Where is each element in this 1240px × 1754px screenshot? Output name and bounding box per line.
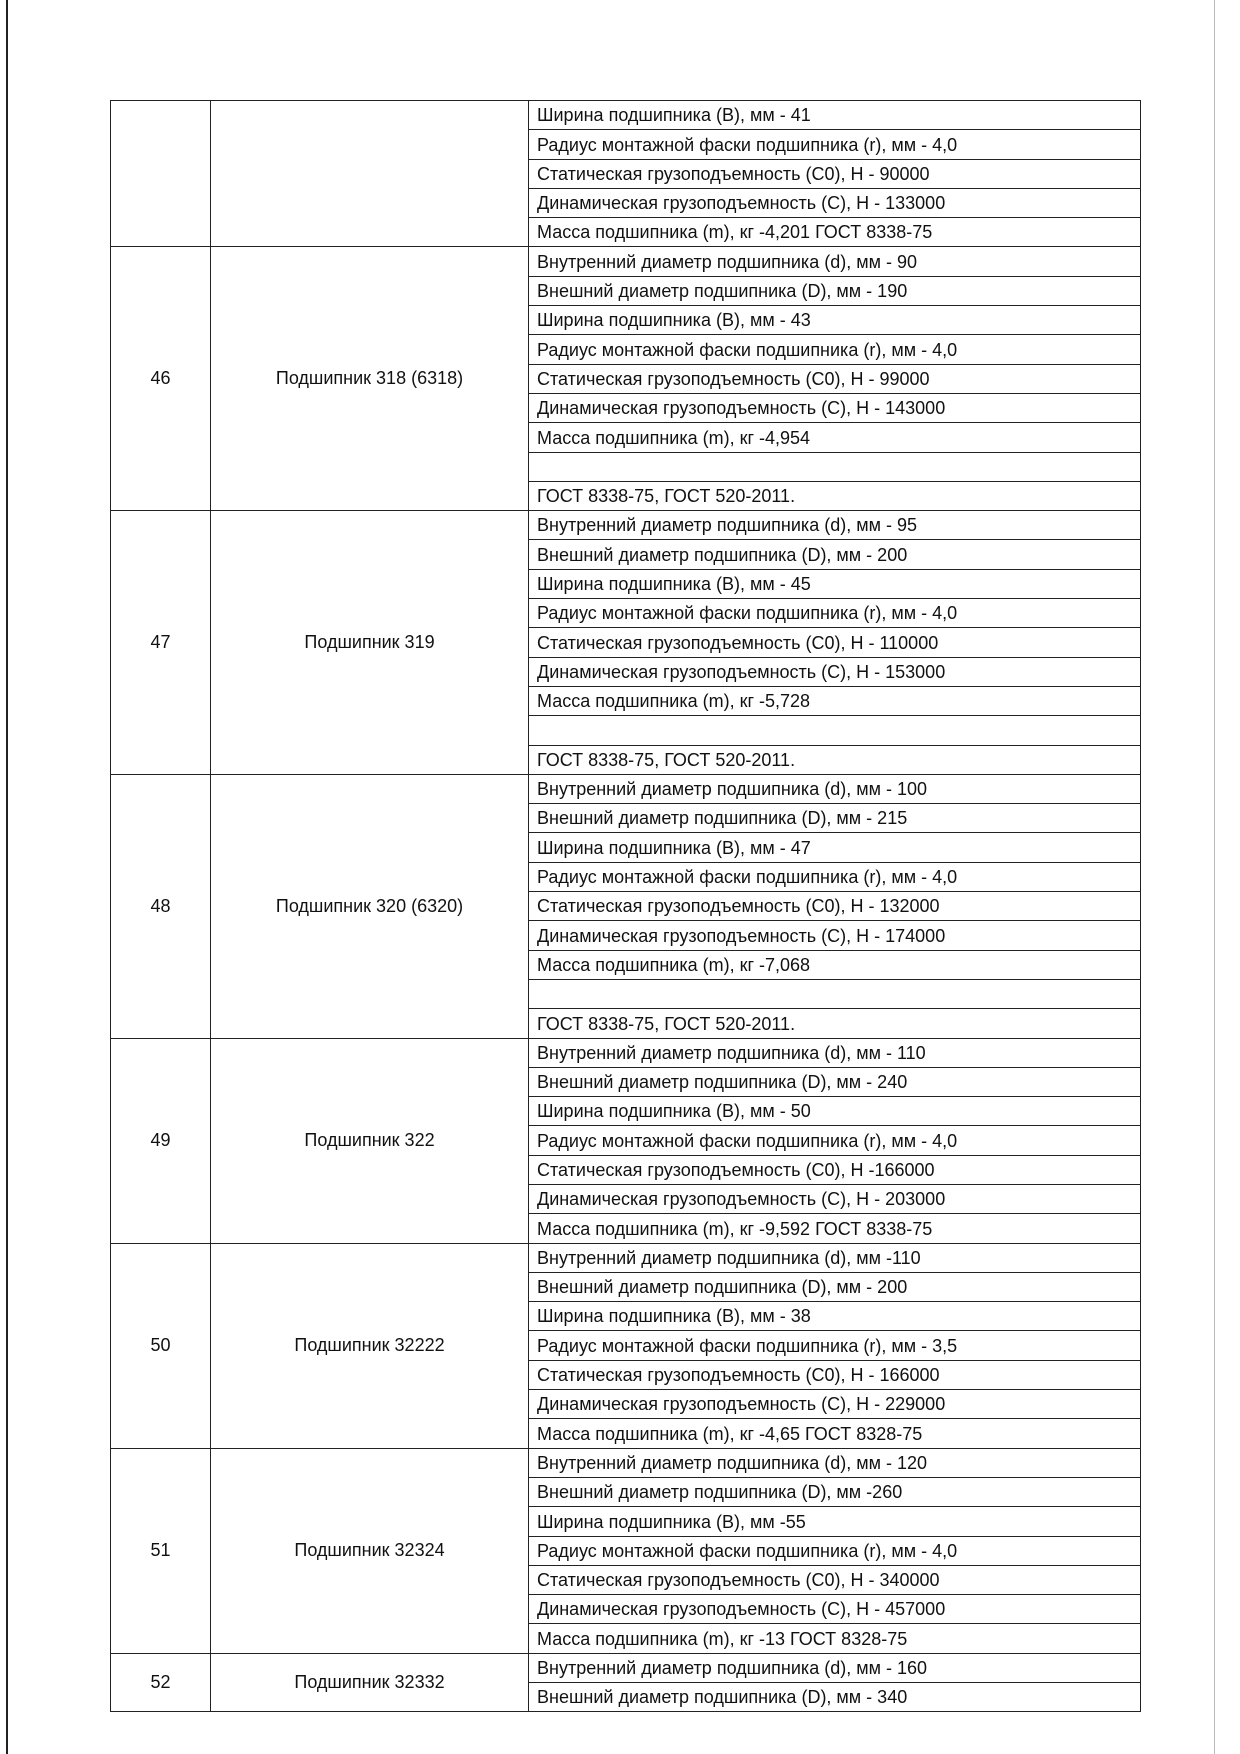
spec-line: ГОСТ 8338-75, ГОСТ 520-2011. xyxy=(529,1009,1141,1038)
item-name: Подшипник 32222 xyxy=(211,1243,529,1448)
bearing-spec-table xyxy=(110,100,1141,1712)
item-name: Подшипник 322 xyxy=(211,1038,529,1243)
bearing-spec-table-body xyxy=(111,101,1141,1712)
spec-line: Внешний диаметр подшипника (D), мм -260 xyxy=(529,1477,1141,1506)
table-row xyxy=(111,1653,1141,1682)
spec-line xyxy=(529,979,1141,1008)
item-number: 46 xyxy=(111,247,211,511)
spec-line: ГОСТ 8338-75, ГОСТ 520-2011. xyxy=(529,481,1141,510)
spec-line: Статическая грузоподъемность (C0), Н - 99000 xyxy=(529,364,1141,393)
spec-line: Ширина подшипника (B), мм - 43 xyxy=(529,306,1141,335)
spec-line: Масса подшипника (m), кг -4,201 ГОСТ 8338-75 xyxy=(529,218,1141,247)
item-number: 51 xyxy=(111,1448,211,1653)
spec-line: Динамическая грузоподъемность (C), Н - 143000 xyxy=(529,393,1141,422)
item-name: Подшипник 318 (6318) xyxy=(211,247,529,511)
spec-line: Внутренний диаметр подшипника (d), мм - 110 xyxy=(529,1038,1141,1067)
spec-line: Внешний диаметр подшипника (D), мм - 190 xyxy=(529,276,1141,305)
spec-line xyxy=(529,452,1141,481)
spec-line: Масса подшипника (m), кг -5,728 xyxy=(529,686,1141,715)
spec-line: Внутренний диаметр подшипника (d), мм - 90 xyxy=(529,247,1141,276)
spec-line xyxy=(529,716,1141,745)
spec-line: Статическая грузоподъемность (C0), Н -166000 xyxy=(529,1155,1141,1184)
spec-line: Внешний диаметр подшипника (D), мм - 340 xyxy=(529,1683,1141,1712)
spec-line: Динамическая грузоподъемность (C), Н - 203000 xyxy=(529,1184,1141,1213)
table-row xyxy=(111,774,1141,803)
item-name: Подшипник 32332 xyxy=(211,1653,529,1712)
spec-line: Динамическая грузоподъемность (C), Н - 153000 xyxy=(529,657,1141,686)
spec-line: Статическая грузоподъемность (C0), Н - 132000 xyxy=(529,892,1141,921)
spec-line: Масса подшипника (m), кг -9,592 ГОСТ 8338-75 xyxy=(529,1214,1141,1243)
spec-line: Статическая грузоподъемность (C0), Н - 340000 xyxy=(529,1565,1141,1594)
spec-line: Ширина подшипника (B), мм -55 xyxy=(529,1507,1141,1536)
spec-line: Радиус монтажной фаски подшипника (r), мм - 3,5 xyxy=(529,1331,1141,1360)
spec-line: Ширина подшипника (B), мм - 47 xyxy=(529,833,1141,862)
spec-line: Радиус монтажной фаски подшипника (r), мм - 4,0 xyxy=(529,599,1141,628)
item-name: Подшипник 319 xyxy=(211,511,529,775)
spec-line: Ширина подшипника (B), мм - 50 xyxy=(529,1097,1141,1126)
spec-line: Радиус монтажной фаски подшипника (r), мм - 4,0 xyxy=(529,335,1141,364)
spec-line: Динамическая грузоподъемность (C), Н - 133000 xyxy=(529,188,1141,217)
spec-line: Внешний диаметр подшипника (D), мм - 215 xyxy=(529,804,1141,833)
spec-line: Ширина подшипника (B), мм - 38 xyxy=(529,1302,1141,1331)
spec-line: Статическая грузоподъемность (C0), Н - 90000 xyxy=(529,159,1141,188)
table-row xyxy=(111,247,1141,276)
table-row xyxy=(111,1038,1141,1067)
item-name: Подшипник 32324 xyxy=(211,1448,529,1653)
spec-line: Внутренний диаметр подшипника (d), мм - 160 xyxy=(529,1653,1141,1682)
spec-line: Статическая грузоподъемность (C0), Н - 166000 xyxy=(529,1360,1141,1389)
spec-line: Ширина подшипника (B), мм - 41 xyxy=(529,101,1141,130)
spec-line: Радиус монтажной фаски подшипника (r), мм - 4,0 xyxy=(529,862,1141,891)
spec-line: Внутренний диаметр подшипника (d), мм - 100 xyxy=(529,774,1141,803)
spec-line: Динамическая грузоподъемность (C), Н - 457000 xyxy=(529,1595,1141,1624)
spec-line: Внешний диаметр подшипника (D), мм - 200 xyxy=(529,1272,1141,1301)
spec-line: Масса подшипника (m), кг -4,65 ГОСТ 8328-75 xyxy=(529,1419,1141,1448)
table-row xyxy=(111,101,1141,130)
table-row xyxy=(111,511,1141,540)
spec-line: Внутренний диаметр подшипника (d), мм -110 xyxy=(529,1243,1141,1272)
table-row xyxy=(111,1448,1141,1477)
item-name xyxy=(211,101,529,247)
spec-line: Масса подшипника (m), кг -7,068 xyxy=(529,950,1141,979)
spec-line: Масса подшипника (m), кг -13 ГОСТ 8328-75 xyxy=(529,1624,1141,1653)
spec-line: Радиус монтажной фаски подшипника (r), мм - 4,0 xyxy=(529,1126,1141,1155)
spec-line: Радиус монтажной фаски подшипника (r), мм - 4,0 xyxy=(529,130,1141,159)
spec-line: ГОСТ 8338-75, ГОСТ 520-2011. xyxy=(529,745,1141,774)
table-row xyxy=(111,1243,1141,1272)
page-right-edge xyxy=(1214,0,1215,1754)
item-number: 52 xyxy=(111,1653,211,1712)
spec-line: Динамическая грузоподъемность (C), Н - 229000 xyxy=(529,1390,1141,1419)
spec-line: Внешний диаметр подшипника (D), мм - 200 xyxy=(529,540,1141,569)
spec-line: Радиус монтажной фаски подшипника (r), мм - 4,0 xyxy=(529,1536,1141,1565)
item-number: 50 xyxy=(111,1243,211,1448)
spec-line: Статическая грузоподъемность (C0), Н - 110000 xyxy=(529,628,1141,657)
spec-line: Внешний диаметр подшипника (D), мм - 240 xyxy=(529,1067,1141,1096)
spec-line: Ширина подшипника (B), мм - 45 xyxy=(529,569,1141,598)
spec-line: Внутренний диаметр подшипника (d), мм - 120 xyxy=(529,1448,1141,1477)
item-number xyxy=(111,101,211,247)
spec-line: Масса подшипника (m), кг -4,954 xyxy=(529,423,1141,452)
spec-line: Динамическая грузоподъемность (C), Н - 174000 xyxy=(529,921,1141,950)
item-number: 48 xyxy=(111,774,211,1038)
item-number: 47 xyxy=(111,511,211,775)
item-name: Подшипник 320 (6320) xyxy=(211,774,529,1038)
page-left-edge xyxy=(6,0,8,1754)
item-number: 49 xyxy=(111,1038,211,1243)
spec-line: Внутренний диаметр подшипника (d), мм - 95 xyxy=(529,511,1141,540)
